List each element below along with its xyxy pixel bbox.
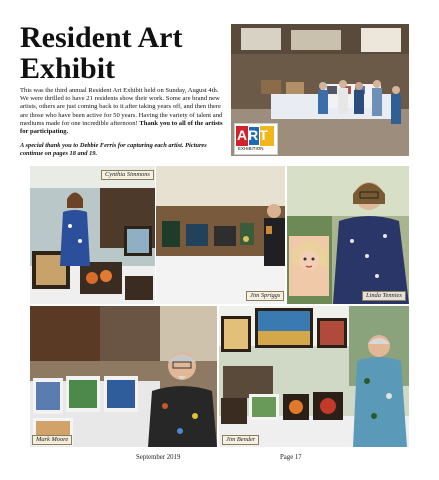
photo-mark-moore bbox=[30, 306, 217, 447]
logo-subtext: EXHIBITION bbox=[238, 146, 264, 151]
logo-letters: ART bbox=[237, 127, 269, 143]
caption-mark-moore: Mark Moore bbox=[32, 435, 72, 445]
article-title bbox=[20, 22, 182, 84]
jim-bender-illustration bbox=[219, 306, 409, 447]
photo-credit-note: A special thank you to Debbie Ferris for capturing each artist. Pictures continue on pages 18 and 19. bbox=[20, 142, 207, 157]
cynthia-illustration bbox=[30, 166, 155, 304]
photo-jim-spriggs bbox=[156, 166, 285, 304]
caption-cynthia-simmons: Cynthia Simmons bbox=[101, 170, 154, 180]
article-title-line1: Resident Art bbox=[20, 21, 183, 54]
intro-paragraph bbox=[20, 87, 228, 136]
footer-date: September 2019 bbox=[136, 454, 181, 461]
caption-jim-bender: Jim Bender bbox=[222, 435, 259, 445]
photo-linda-tennies bbox=[287, 166, 409, 304]
caption-linda-tennies: Linda Tennies bbox=[362, 291, 406, 301]
photo-jim-bender bbox=[219, 306, 409, 447]
mark-moore-illustration bbox=[30, 306, 217, 447]
footer-page-number: Page 17 bbox=[280, 454, 302, 461]
linda-tennies-illustration bbox=[287, 166, 409, 304]
intro-text: This was the third annual Resident Art Exhibit held on Sunday, August 4th. We were thrilled to have 21 residents show their work. Some are brand new artists, others are just coming back to it after taking years off, and then there are those who have been active for 50 years. Having the variety of talent and mediums made for one incredible afternoon! bbox=[20, 87, 223, 127]
art-exhibition-logo bbox=[234, 123, 278, 155]
photo-cynthia-simmons bbox=[30, 166, 155, 304]
jim-spriggs-illustration bbox=[156, 166, 285, 304]
intro-bold-text: Thank you to all of the artists for participating. bbox=[20, 119, 223, 136]
caption-jim-spriggs: Jim Spriggs bbox=[246, 291, 284, 301]
article-title-line2: Exhibit bbox=[20, 52, 116, 85]
